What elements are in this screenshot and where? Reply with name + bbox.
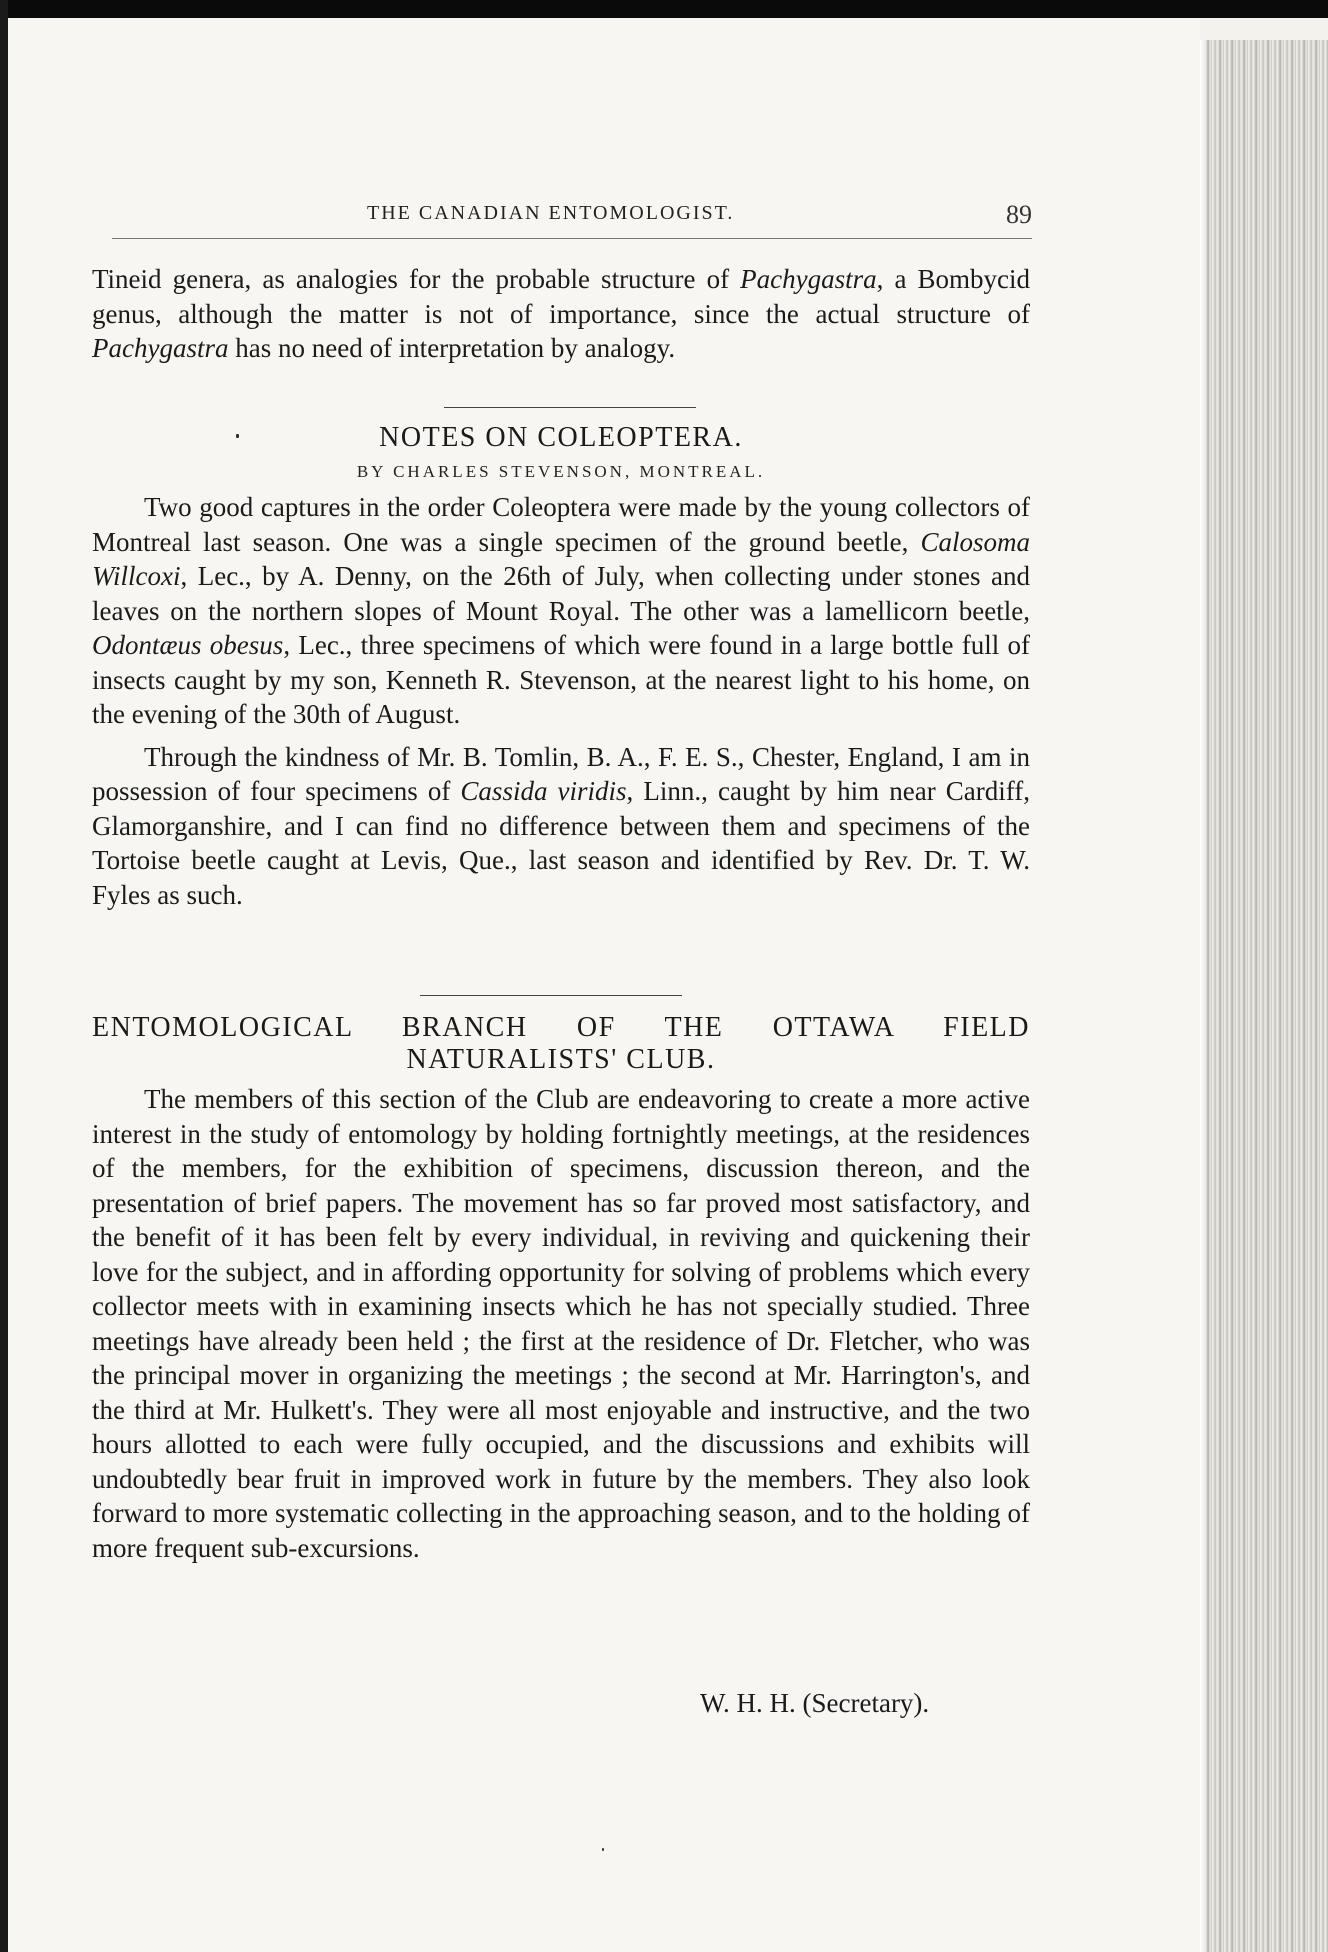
- article1-paragraph-1: Two good captures in the order Coleoptera were made by the young collectors of Montreal last season. One was a single specimen of the ground beetle, Calosoma Willcoxi, Lec., by A. Denny, on the 26th of July, when collecting under stones and leaves on the northern slopes of Mount Royal. The other was a lamellicorn beetle, Odontæus obesus, Lec., three specimens of which were found in a large bottle full of insects caught by my son, Kenneth R. Stevenson, at the nearest light to his home, on the evening of the 30th of August.: [92, 492, 1031, 729]
- page-edges: [1200, 40, 1328, 1952]
- section-divider-2: [420, 995, 682, 996]
- page-number: 89: [1006, 200, 1032, 229]
- running-head: [92, 198, 1032, 238]
- article2-body: [92, 1082, 1030, 1565]
- scan-border-left: [0, 0, 8, 1952]
- article-heading: NOTES ON COLEOPTERA.: [379, 422, 743, 453]
- scan-border-top: [0, 0, 1328, 18]
- running-title: THE CANADIAN ENTOMOLOGIST.: [367, 202, 735, 224]
- ink-speck-bottom: [602, 1848, 604, 1851]
- continuation-text: Tineid genera, as analogies for the probable structure of Pachygastra, a Bombycid genus, although the matter is not of importance, since the actual structure of Pachygastra has no need of interpretation by analogy.: [92, 264, 1031, 363]
- section-divider: [444, 407, 696, 408]
- article2-heading-line-1: ENTOMOLOGICAL BRANCH OF THE OTTAWA FIELD: [92, 1012, 1030, 1043]
- continuation-paragraph: [92, 262, 1030, 366]
- article1-paragraph-2: Through the kindness of Mr. B. Tomlin, B. A., F. E. S., Chester, England, I am in possession of four specimens of Cassida viridis, Linn., caught by him near Cardiff, Glamorganshire, and I can find no difference between them and specimens of the Tortoise beetle caught at Levis, Que., last season and identified by Rev. Dr. T. W. Fyles as such.: [92, 741, 1031, 910]
- article1-body: [92, 490, 1030, 912]
- article2-paragraph: The members of this section of the Club are endeavoring to create a more active interest in the study of entomology by holding fortnightly meetings, at the residences of the members, for the exhibition of specimens, discussion thereon, and the presentation of brief papers. The movement has so far proved most satisfactory, and the benefit of it has been felt by every individual, in reviving and quickening their love for the subject, and in affording opportunity for solving of problems which every collector meets with in examining insects which he has not specially studied. Three meetings have already been held ; the first at the residence of Dr. Fletcher, who was the principal mover in organizing the meetings ; the second at Mr. Harrington's, and the third at Mr. Hulkett's. They were all most enjoyable and instructive, and the two hours allotted to each were fully occupied, and the discussions and exhibits will undoubtedly bear fruit in improved work in future by the members. They also look forward to more systematic collecting in the approaching season, and to the holding of more frequent sub-excursions.: [92, 1084, 1030, 1563]
- article-byline: BY CHARLES STEVENSON, MONTREAL.: [356, 462, 766, 481]
- header-rule: [112, 238, 1032, 239]
- signature: W. H. H. (Secretary).: [700, 1688, 930, 1718]
- article2-heading-line-2: NATURALISTS' CLUB.: [406, 1044, 716, 1075]
